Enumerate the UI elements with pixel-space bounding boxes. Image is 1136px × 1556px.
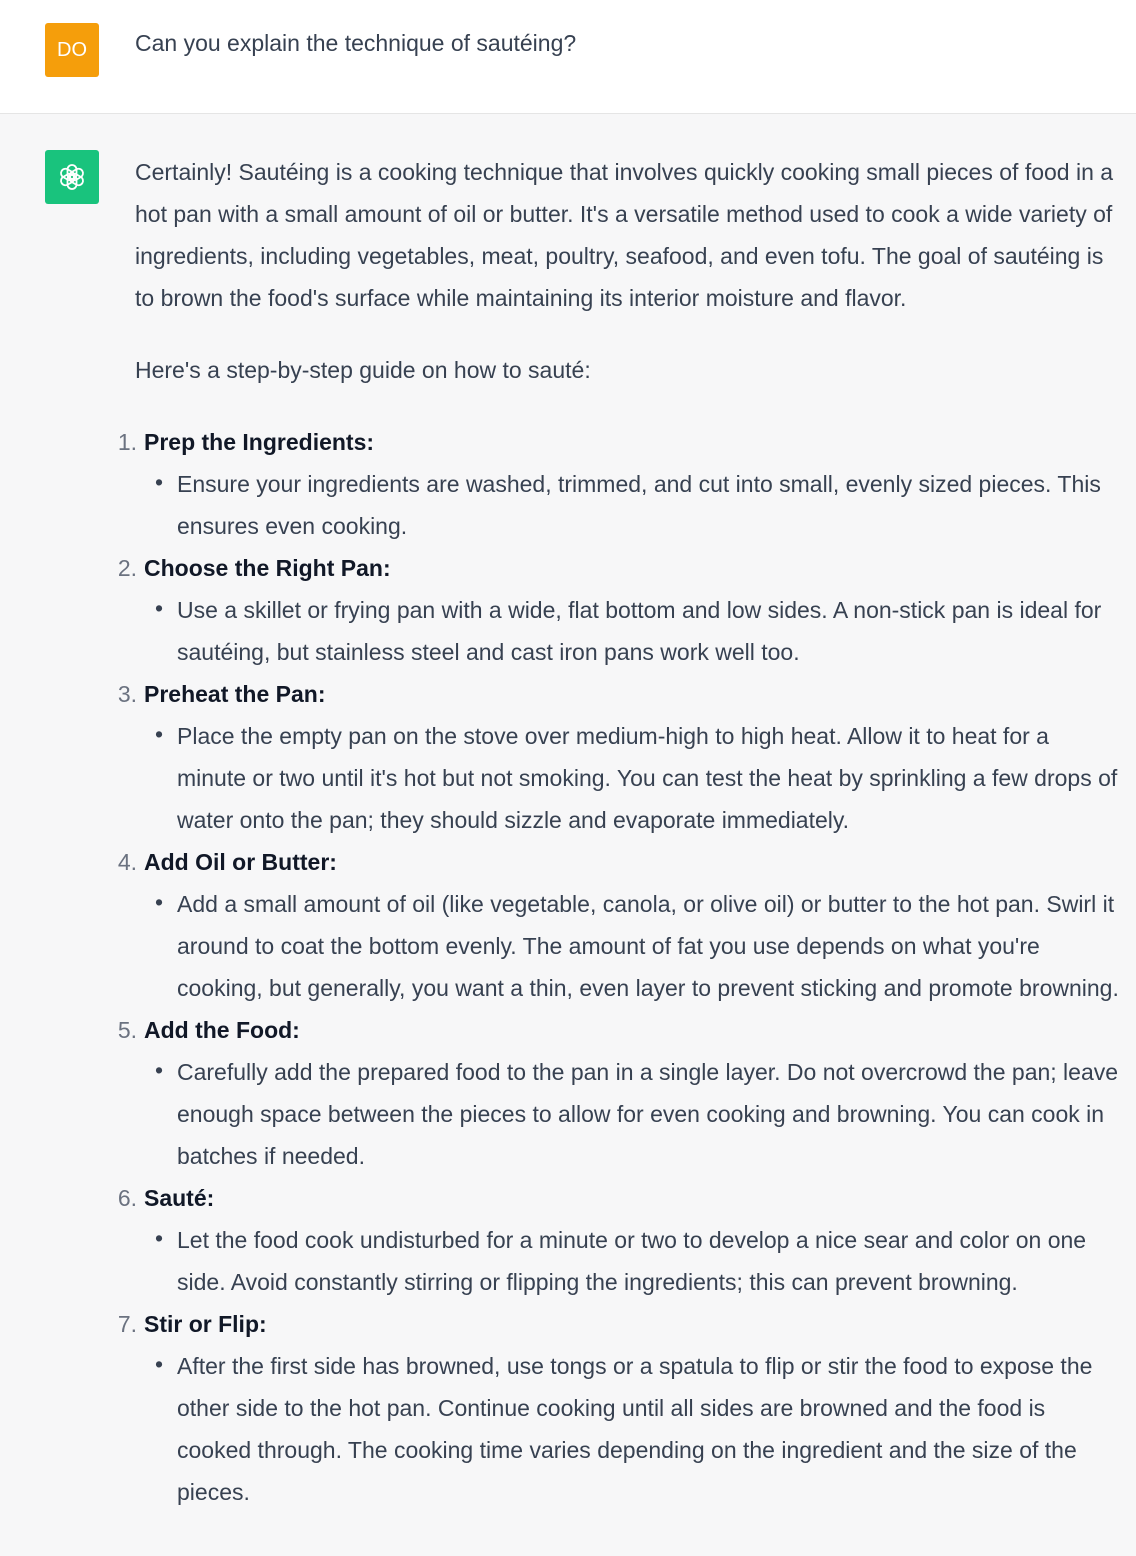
- step-bullets: [144, 1345, 1120, 1513]
- assistant-message-row: [0, 114, 1136, 1556]
- step-detail: Use a skillet or frying pan with a wide, flat bottom and low sides. A non-stick pan is ideal for sautéing, but stainless steel and cast iron pans work well too.: [177, 597, 1102, 665]
- assistant-avatar: [45, 150, 99, 204]
- step-bullets: [144, 715, 1120, 841]
- bullet-dot-icon: •: [155, 721, 164, 747]
- user-message-row: [0, 0, 1136, 114]
- step-item: [117, 1177, 1120, 1303]
- bullet-dot-icon: •: [155, 1057, 164, 1083]
- step-detail: After the first side has browned, use tongs or a spatula to flip or stir the food to expose the other side to the hot pan. Continue cooking until all sides are browned and the food is cooked through. The cooking time varies depending on the ingredient and the size of the pieces.: [177, 1353, 1093, 1505]
- step-number: 2.: [117, 555, 137, 581]
- step-item: [117, 841, 1120, 1009]
- user-avatar: DO: [45, 23, 99, 77]
- step-bullets: [144, 883, 1120, 1009]
- step-bullet: [155, 1219, 1120, 1303]
- step-title: Sauté:: [144, 1185, 215, 1211]
- step-title: Stir or Flip:: [144, 1311, 267, 1337]
- step-bullets: [144, 1219, 1120, 1303]
- step-bullet: [155, 589, 1120, 673]
- step-bullets: [144, 1051, 1120, 1177]
- step-detail: Let the food cook undisturbed for a minute or two to develop a nice sear and color on one side. Avoid constantly stirring or flipping the ingredients; this can prevent browning.: [177, 1227, 1087, 1295]
- openai-logo-icon: [56, 161, 88, 193]
- step-number: 5.: [117, 1017, 137, 1043]
- bullet-dot-icon: •: [155, 595, 164, 621]
- step-bullets: [144, 463, 1120, 547]
- step-item: [117, 421, 1120, 547]
- bullet-dot-icon: •: [155, 1351, 164, 1377]
- step-title: Preheat the Pan:: [144, 681, 326, 707]
- assistant-message-content: [117, 151, 1120, 1513]
- step-bullet: [155, 883, 1120, 1009]
- step-title: Prep the Ingredients:: [144, 429, 375, 455]
- bullet-dot-icon: •: [155, 889, 164, 915]
- step-item: [117, 1303, 1120, 1513]
- step-title: Add the Food:: [144, 1017, 300, 1043]
- step-detail: Carefully add the prepared food to the pan in a single layer. Do not overcrowd the pan; leave enough space between the pieces to allow for even cooking and browning. You can cook in batches if needed.: [177, 1059, 1119, 1169]
- step-number: 1.: [117, 429, 137, 455]
- intro-paragraph: Certainly! Sautéing is a cooking technique that involves quickly cooking small pieces of food in a hot pan with a small amount of oil or butter. It's a versatile method used to cook a wide variety of ingredients, including vegetables, meat, poultry, seafood, and even tofu. The goal of sautéing is to brown the food's surface while maintaining its interior moisture and flavor.: [135, 159, 1114, 311]
- step-item: [117, 547, 1120, 673]
- bullet-dot-icon: •: [155, 1225, 164, 1251]
- step-number: 4.: [117, 849, 137, 875]
- step-detail: Place the empty pan on the stove over medium-high to high heat. Allow it to heat for a minute or two until it's hot but not smoking. You can test the heat by sprinkling a few drops of water onto the pan; they should sizzle and evaporate immediately.: [177, 723, 1118, 833]
- step-item: [117, 673, 1120, 841]
- steps-list: [117, 421, 1120, 1513]
- step-title: Add Oil or Butter:: [144, 849, 337, 875]
- step-title: Choose the Right Pan:: [144, 555, 391, 581]
- step-bullets: [144, 589, 1120, 673]
- step-bullet: [155, 715, 1120, 841]
- guide-lead-paragraph: Here's a step-by-step guide on how to sauté:: [135, 357, 591, 383]
- step-bullet: [155, 1051, 1120, 1177]
- step-number: 7.: [117, 1311, 137, 1337]
- step-bullet: [155, 463, 1120, 547]
- step-detail: Add a small amount of oil (like vegetable, canola, or olive oil) or butter to the hot pan. Swirl it around to coat the bottom evenly. The amount of fat you use depends on what you're cooking, but generally, you want a thin, even layer to prevent sticking and promote browning.: [177, 891, 1119, 1001]
- step-item: [117, 1009, 1120, 1177]
- user-message-text: Can you explain the technique of sautéing?: [135, 30, 577, 56]
- step-number: 3.: [117, 681, 137, 707]
- step-detail: Ensure your ingredients are washed, trimmed, and cut into small, evenly sized pieces. This ensures even cooking.: [177, 471, 1101, 539]
- step-bullet: [155, 1345, 1120, 1513]
- step-number: 6.: [117, 1185, 137, 1211]
- bullet-dot-icon: •: [155, 469, 164, 495]
